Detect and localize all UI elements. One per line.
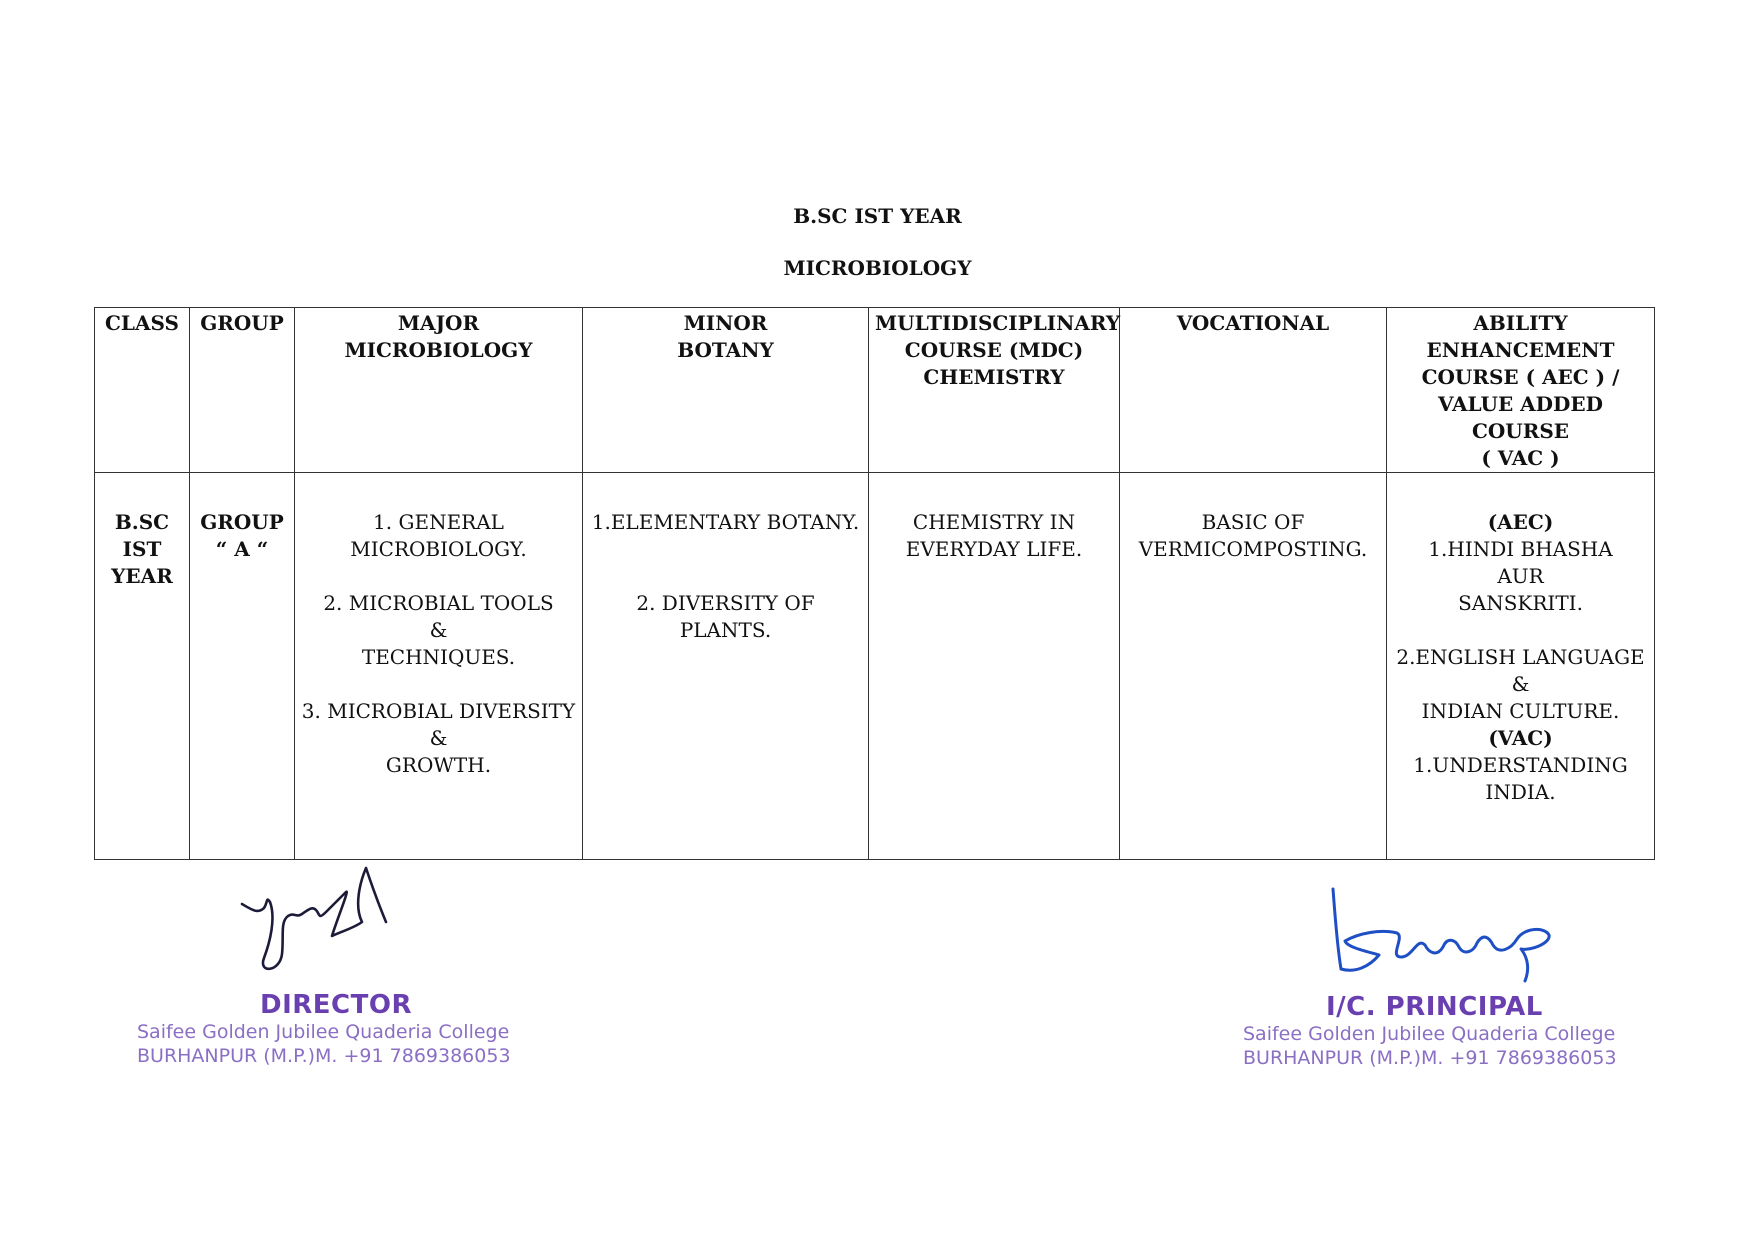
header-class: CLASS [95, 308, 190, 473]
cell-major: 1. GENERAL MICROBIOLOGY. 2. MICROBIAL TOOLS & TECHNIQUES. 3. MICROBIAL DIVERSITY & GROWTH. [295, 473, 583, 860]
cell-aec-vac: (AEC) 1.HINDI BHASHA AUR SANSKRITI. 2.ENGLISH LANGUAGE & INDIAN CULTURE. (VAC) 1.UNDERSTANDING INDIA. [1387, 473, 1655, 860]
principal-address: BURHANPUR (M.P.)M. +91 7869386053 [1243, 1047, 1617, 1069]
document-subtitle: MICROBIOLOGY [783, 256, 972, 280]
principal-college: Saifee Golden Jubilee Quaderia College [1243, 1023, 1616, 1045]
principal-stamp [1243, 992, 1663, 1070]
header-vocational: VOCATIONAL [1120, 308, 1387, 473]
cell-vocational: BASIC OF VERMICOMPOSTING. [1120, 473, 1387, 860]
header-mdc: MULTIDISCIPLINARY COURSE (MDC) CHEMISTRY [869, 308, 1120, 473]
cell-mdc: CHEMISTRY IN EVERYDAY LIFE. [869, 473, 1120, 860]
director-college: Saifee Golden Jubilee Quaderia College [137, 1021, 510, 1043]
director-signature [230, 862, 420, 982]
director-title: DIRECTOR [260, 990, 412, 1020]
director-stamp [137, 990, 557, 1068]
document-title: B.SC IST YEAR [793, 204, 962, 228]
director-address: BURHANPUR (M.P.)M. +91 7869386053 [137, 1045, 511, 1067]
cell-minor: 1.ELEMENTARY BOTANY. 2. DIVERSITY OF PLANTS. [583, 473, 869, 860]
cell-class: B.SC IST YEAR [95, 473, 190, 860]
table-header-row [95, 308, 1655, 473]
header-aec-vac: ABILITY ENHANCEMENT COURSE ( AEC ) / VALUE ADDED COURSE ( VAC ) [1387, 308, 1655, 473]
header-group: GROUP [190, 308, 295, 473]
header-major: MAJOR MICROBIOLOGY [295, 308, 583, 473]
syllabus-table [94, 307, 1655, 860]
principal-signature [1325, 885, 1565, 985]
header-minor: MINOR BOTANY [583, 308, 869, 473]
principal-title: I/C. PRINCIPAL [1326, 992, 1543, 1022]
cell-group: GROUP “ A “ [190, 473, 295, 860]
table-row [95, 473, 1655, 860]
